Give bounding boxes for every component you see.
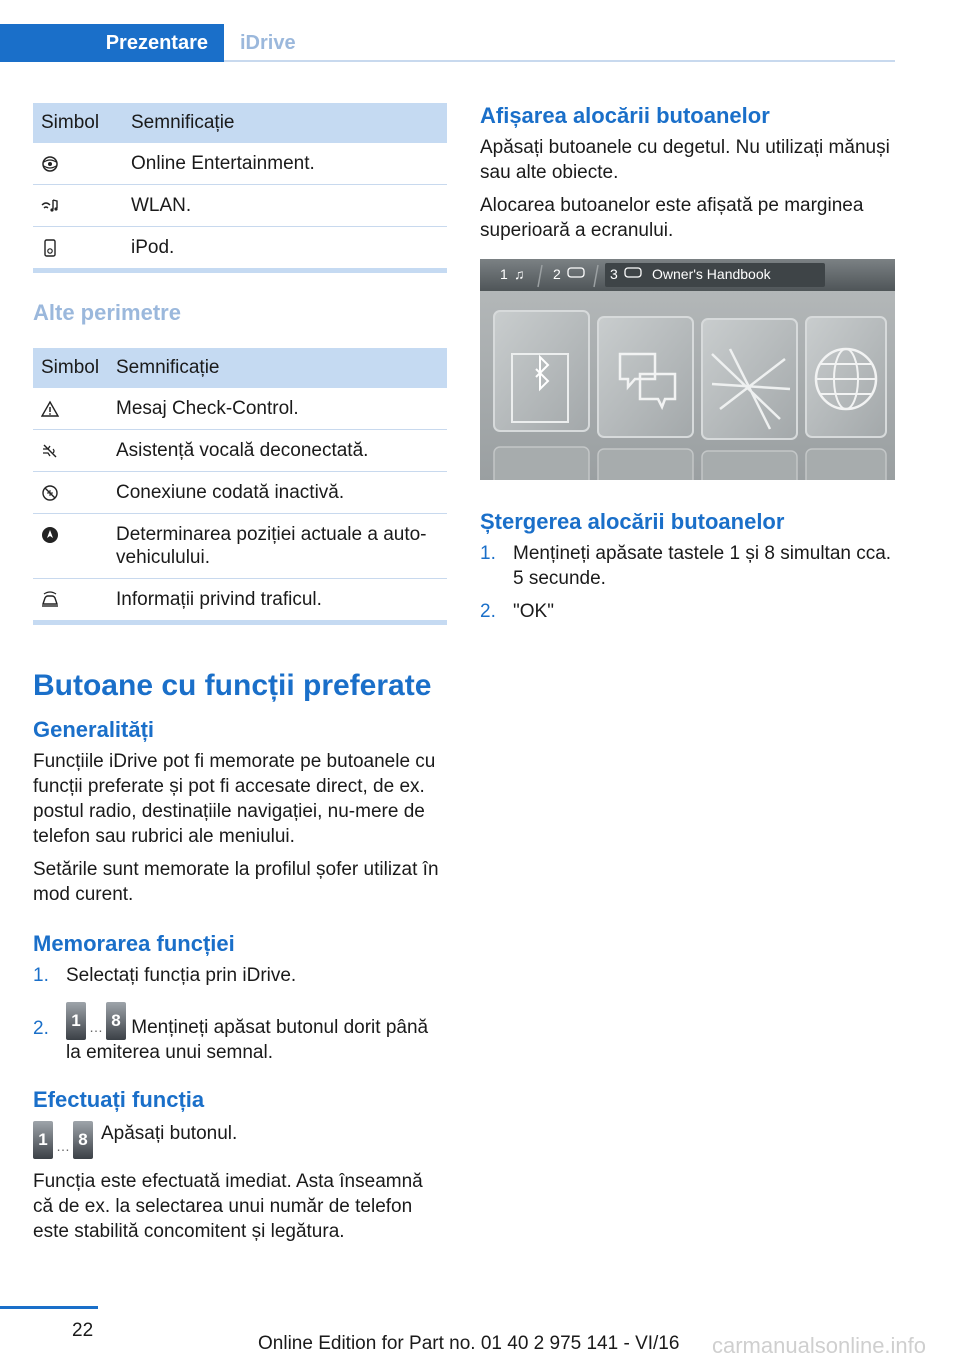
globe-tile bbox=[806, 317, 886, 437]
row-text: Online Entertainment. bbox=[123, 143, 447, 185]
footer-rule bbox=[0, 1306, 98, 1309]
subsection-title-stergere: Ștergerea alocării butoanelor bbox=[480, 509, 785, 534]
ellipsis: … bbox=[89, 1019, 103, 1035]
subsection-title-memorare: Memorarea funcției bbox=[33, 931, 235, 956]
traffic-icon bbox=[41, 591, 59, 609]
row-text: Conexiune codată inactivă. bbox=[108, 472, 447, 514]
step-text-wrapper bbox=[66, 1002, 447, 1065]
warning-triangle-icon bbox=[41, 400, 59, 418]
paragraph: Funcția este efectuată imediat. Asta înseamnă că de ex. la selectarea unui număr de telefon este stabilită concomitent și legătura. bbox=[33, 1171, 423, 1242]
table-row bbox=[33, 430, 447, 472]
paragraph: Apăsați butoanele cu degetul. Nu utilizați mănuși sau alte obiecte. bbox=[480, 137, 890, 183]
ipod-icon bbox=[41, 239, 59, 257]
step-number: 1. bbox=[480, 543, 496, 564]
paragraph: Alocarea butoanelor este afișată pe marginea superioară a ecranului. bbox=[480, 195, 864, 241]
col-header-symbol: Simbol bbox=[33, 103, 123, 143]
left-column bbox=[33, 103, 447, 1244]
efectuati-text: Apăsați butonul. bbox=[101, 1123, 238, 1144]
step-text: Selectați funcția prin iDrive. bbox=[66, 965, 297, 986]
tab-prezentare[interactable]: Prezentare bbox=[0, 24, 224, 62]
page-header bbox=[0, 24, 895, 62]
row-text: Informații privind traficul. bbox=[108, 579, 447, 623]
list-item bbox=[33, 963, 447, 988]
step-text: Mențineți apăsate tastele 1 și 8 simultan cca. 5 secunde. bbox=[513, 543, 892, 589]
step-number: 1. bbox=[33, 965, 49, 986]
subsection-title-afisare: Afișarea alocării butoanelor bbox=[480, 103, 770, 128]
col-header-symbol: Simbol bbox=[33, 348, 108, 388]
row-text: WLAN. bbox=[123, 185, 447, 227]
stergere-section bbox=[480, 509, 895, 632]
watermark: carmanualsonline.info bbox=[712, 1333, 927, 1358]
table-row bbox=[33, 514, 447, 579]
list-item bbox=[33, 1002, 447, 1065]
wlan-icon bbox=[41, 197, 59, 215]
list-item bbox=[480, 541, 895, 591]
favorite-button-1-icon: 1 bbox=[66, 1002, 86, 1040]
voice-off-icon bbox=[41, 442, 59, 460]
paragraph: Funcțiile iDrive pot fi memorate pe butoanele cu funcții preferate și pot fi accesate direct, de ex. postul radio, destinațiile navigației, nu-mere de telefon sau rubrici ale meniului. bbox=[33, 751, 436, 847]
phone-tile bbox=[598, 317, 693, 437]
row-text: Asistență vocală deconectată. bbox=[108, 430, 447, 472]
slot-1-label: 1 bbox=[500, 266, 508, 282]
slot-3-text: Owner's Handbook bbox=[652, 266, 771, 282]
paragraph: Setările sunt memorate la profilul șofer utilizat în mod curent. bbox=[33, 859, 439, 905]
table-row bbox=[33, 185, 447, 227]
symbol-table-2 bbox=[33, 348, 447, 625]
svg-text:♫: ♫ bbox=[514, 266, 525, 282]
step-number: 2. bbox=[33, 1018, 49, 1039]
step-text: "OK" bbox=[513, 601, 554, 622]
row-text: iPod. bbox=[123, 227, 447, 271]
favorite-button-8-icon: 8 bbox=[73, 1121, 93, 1159]
col-header-meaning: Semnificație bbox=[108, 348, 447, 388]
step-number: 2. bbox=[480, 601, 496, 622]
favorite-button-8-icon: 8 bbox=[106, 1002, 126, 1040]
online-entertainment-icon bbox=[41, 155, 59, 173]
idrive-screen-image bbox=[480, 259, 895, 480]
position-icon bbox=[41, 526, 59, 544]
favorite-button-1-icon: 1 bbox=[33, 1121, 53, 1159]
connection-off-icon bbox=[41, 484, 59, 502]
memorare-steps bbox=[33, 963, 447, 1065]
stergere-steps bbox=[480, 541, 895, 624]
table-row bbox=[33, 388, 447, 430]
step-text: Mențineți apăsat butonul dorit până la emiterea unui semnal. bbox=[66, 1017, 429, 1063]
row-text: Mesaj Check-Control. bbox=[108, 388, 447, 430]
slot-2-label: 2 bbox=[553, 266, 561, 282]
section-title-alte-perimetre: Alte perimetre bbox=[33, 300, 181, 325]
table-row bbox=[33, 579, 447, 623]
edition-text: Online Edition for Part no. 01 40 2 975 141 - VI/16 bbox=[258, 1333, 680, 1354]
ellipsis: … bbox=[56, 1138, 70, 1154]
page-number: 22 bbox=[72, 1320, 94, 1341]
list-item bbox=[480, 599, 895, 624]
symbol-table-1 bbox=[33, 103, 447, 273]
efectuati-row bbox=[33, 1121, 447, 1159]
col-header-meaning: Semnificație bbox=[123, 103, 447, 143]
section-title-butoane: Butoane cu funcții preferate bbox=[33, 669, 432, 702]
row-text: Determinarea poziției actuale a auto-vehiculului. bbox=[108, 514, 447, 579]
slot-3-label: 3 bbox=[610, 266, 618, 282]
table-row bbox=[33, 227, 447, 271]
subsection-title-generalitati: Generalități bbox=[33, 717, 155, 742]
navigation-tile bbox=[702, 319, 797, 439]
subsection-title-efectuati: Efectuați funcția bbox=[33, 1087, 205, 1112]
right-column bbox=[480, 103, 895, 243]
tab-idrive[interactable]: iDrive bbox=[240, 31, 296, 54]
table-row bbox=[33, 472, 447, 514]
table-row bbox=[33, 143, 447, 185]
